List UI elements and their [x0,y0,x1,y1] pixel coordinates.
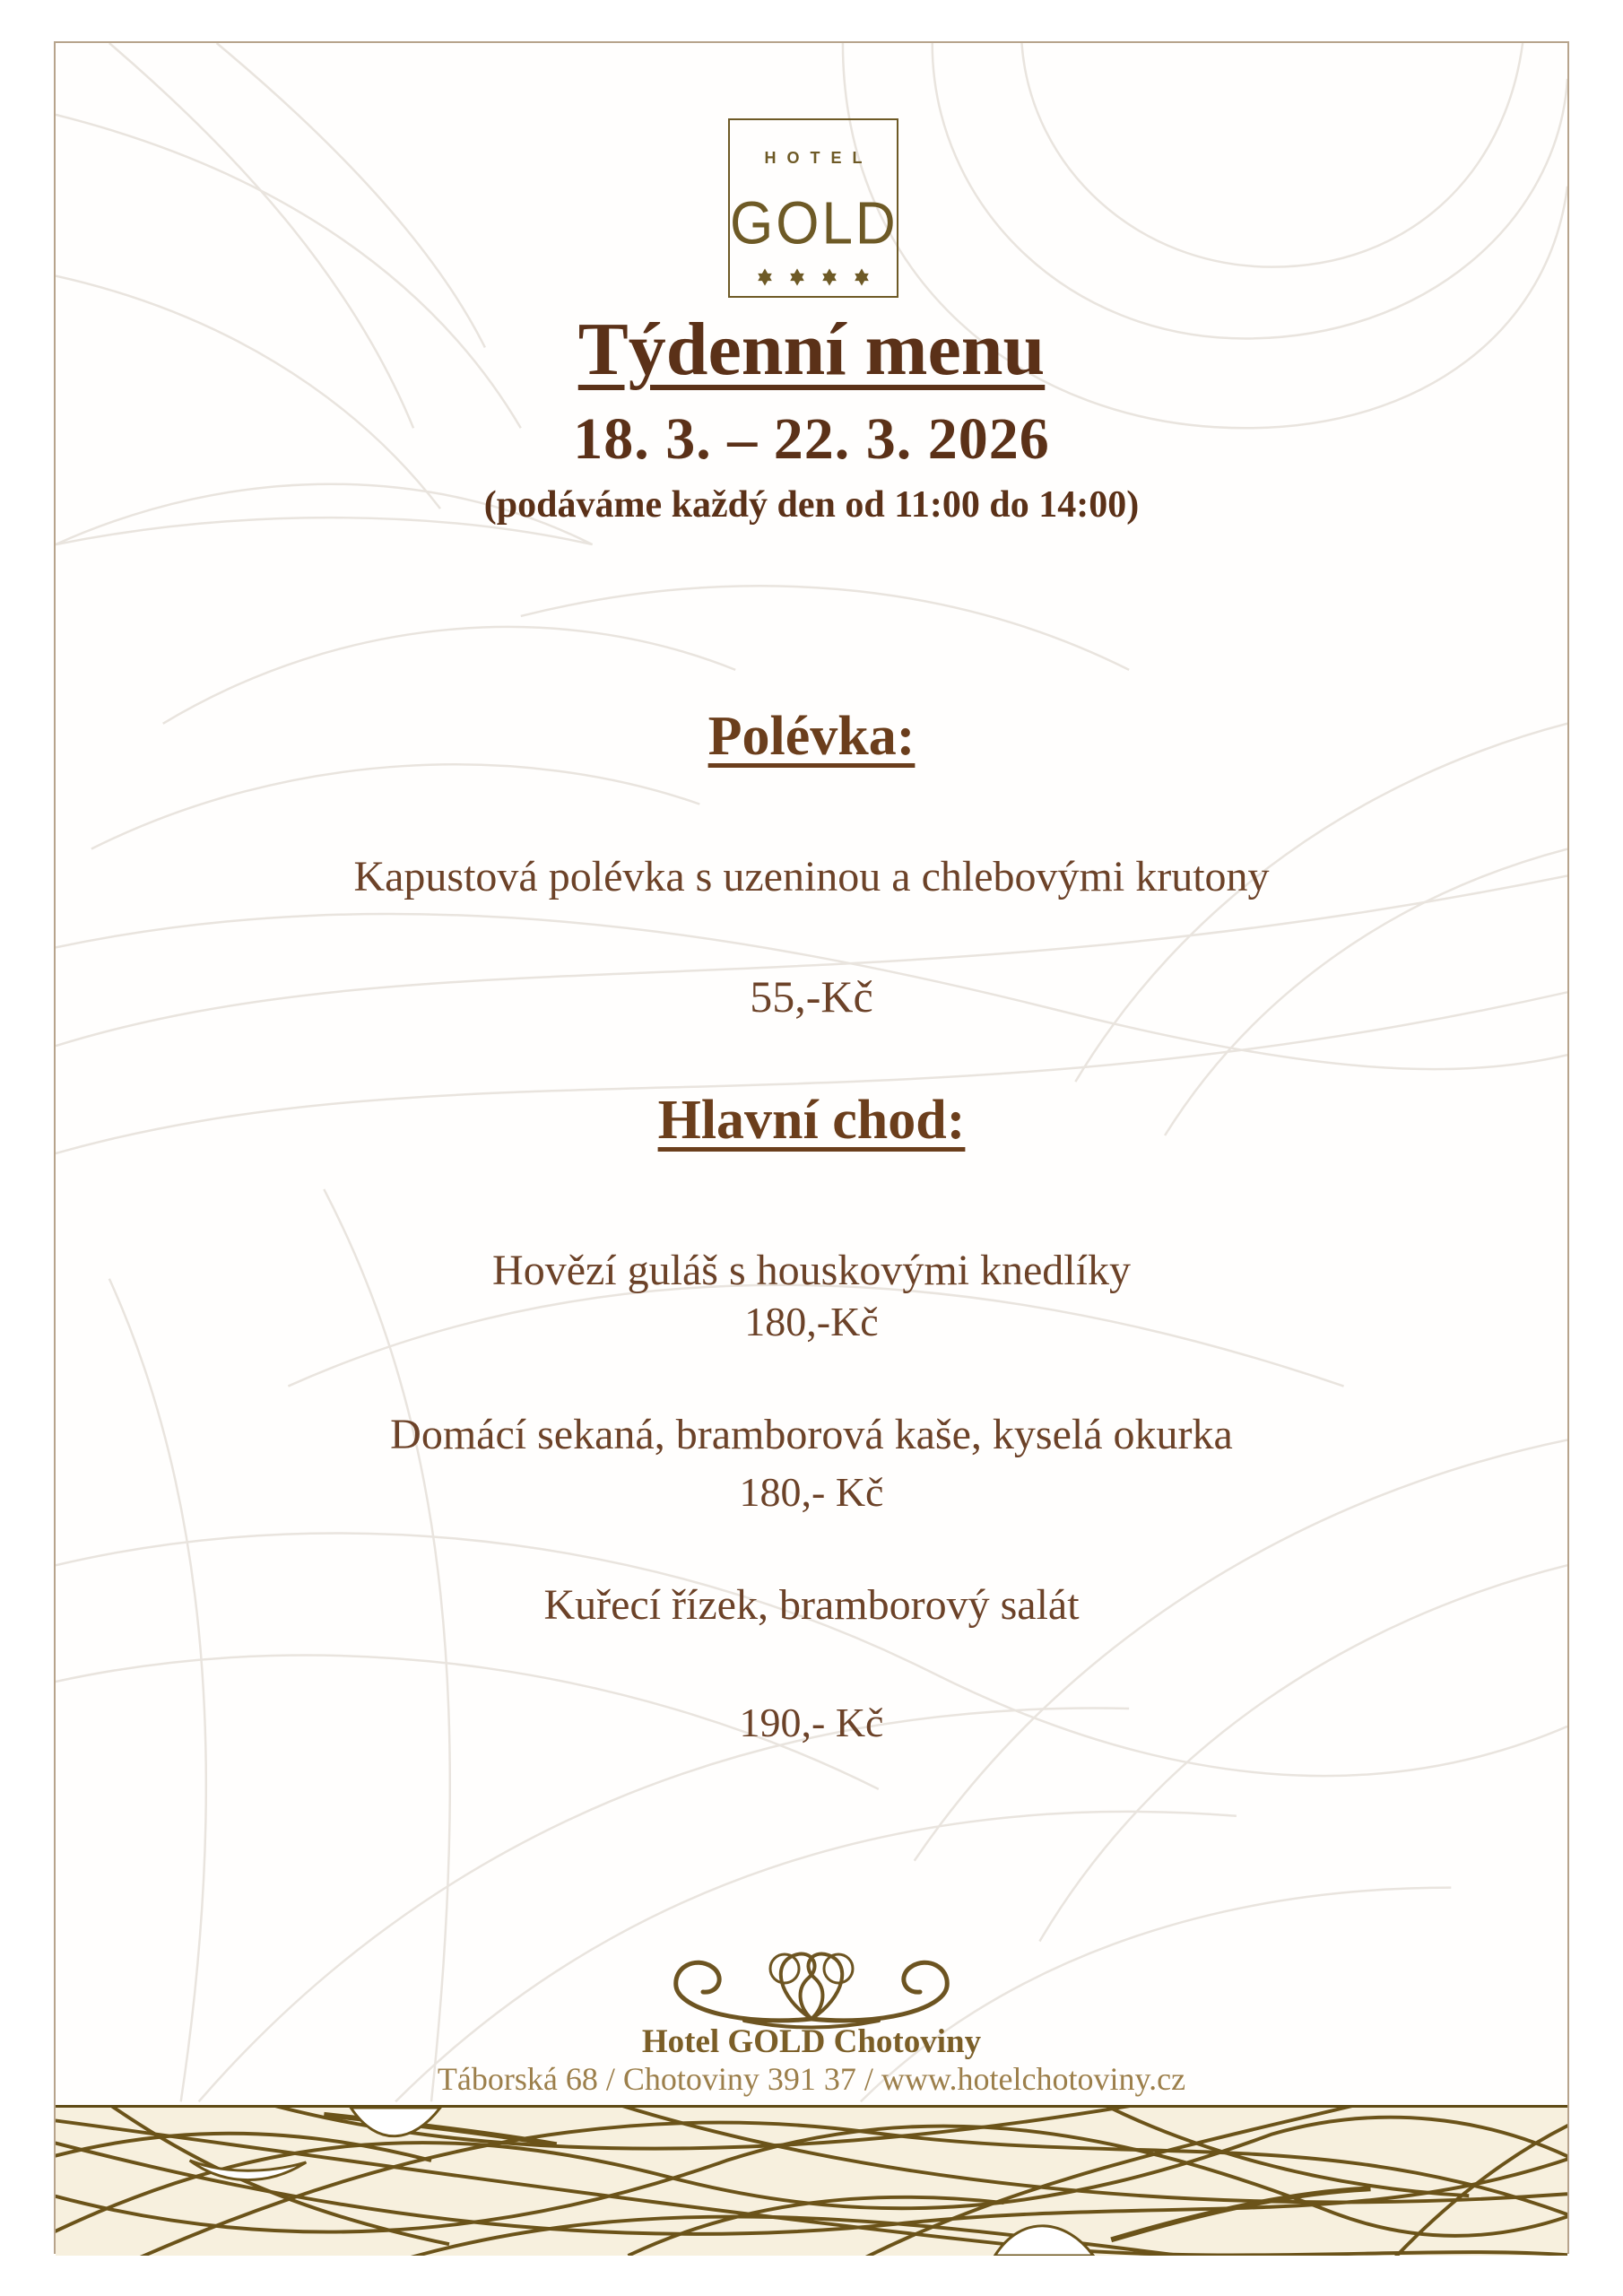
logo-gold-word: GOLD [730,190,898,257]
logo-hotel-word: HOTEL [764,149,873,167]
menu-item-name: Hovězí guláš s houskovými knedlíky [492,1247,1131,1294]
hotel-gold-logo [728,118,898,298]
star-icon [755,267,775,287]
section-heading-main [56,1090,1567,1151]
footer-hotel-name: Hotel GOLD Chotoviny [641,2023,982,2060]
section-heading-soup-text: Polévka: [707,706,916,767]
menu-item-name: Kuřecí řízek, bramborový salát [543,1581,1080,1629]
menu-item-price: 180,- Kč [739,1469,884,1515]
menu-item-name: Domácí sekaná, bramborová kaše, kyselá okurka [390,1411,1233,1458]
menu-item-price: 190,- Kč [739,1700,884,1745]
menu-item-price: 55,-Kč [750,971,873,1022]
flourish-ornament-icon [637,1942,986,2031]
logo-stars [730,267,897,287]
section-heading-soup [56,706,1567,767]
menu-item-name: Kapustová polévka s uzeninou a chlebovými krutony [353,853,1270,900]
date-range: 18. 3. – 22. 3. 2026 [573,406,1050,472]
star-icon [852,267,872,287]
page-title-text: Týdenní menu [577,308,1046,391]
decor-band [56,2105,1567,2256]
serving-note: (podáváme každý den od 11:00 do 14:00) [483,484,1140,526]
band-leaf-pattern [56,2108,1567,2256]
footer-ornament [56,1942,1567,2036]
page-title [56,308,1567,391]
decor-frame [54,41,1569,2254]
footer-address: Táborská 68 / Chotoviny 391 37 / www.hotelchotoviny.cz [437,2061,1186,2097]
star-icon [820,267,839,287]
menu-item-price: 180,-Kč [744,1299,879,1344]
section-heading-main-text: Hlavní chod: [657,1090,966,1151]
star-icon [787,267,807,287]
